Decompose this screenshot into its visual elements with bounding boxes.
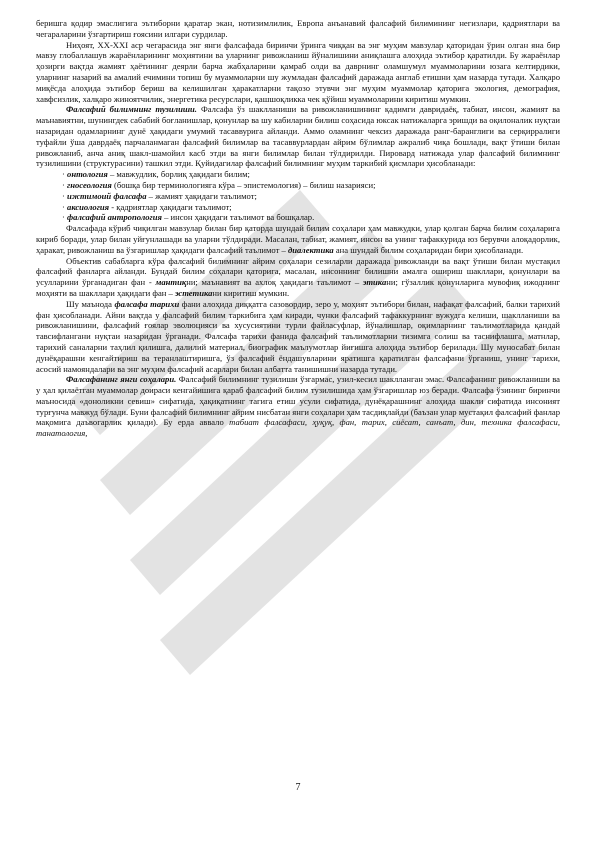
text: Шу маънода [66,298,115,309]
document-body [36,18,560,439]
section-heading-structure: Фалсафий билимнинг тузилиши. [66,104,197,115]
list-text: – жамият ҳақидаги таълимот; [146,190,257,201]
list-item: · гносеология (бошқа бир терминологияга кўра – эпистемология) – билиш назарияси; [62,179,376,190]
list-term: гносеология [67,179,112,190]
text: фани алоҳида диққатга сазовордир, зеро у, моҳият эътибори билан, нафақат фалсафий, балки тарихий фан ҳисобланади. Айни вақтда у фалсафий билим таркибига ҳам киради, чунки фалсафий тафаккурнинг вужудга келиши, шаклланиши ва ривожланишини, фалсафий ғоялар эволюцияси ва хусусиятини турли файласуфлар, йўналишлар, оқимларнинг таълимотларида қандай тавсифлангани нуқтаи назаридан ўрганади. Фалсафа тарихи фанида фалсафий таълимотларни тизимга солиш ва таснифлашга, матнлар, тарихий саналарни таҳлил қилишга, далилий материал, биографик маълумотлар йиғишга алоҳида эътибор берилади. Шу муносабат билан дунёқарашни кенгайтириш ва теранлаштиришга, ўз фалсафий ёндашувларини яратишга қаратилган фалсафани ўрганиш, унинг тарихи, асосий намояндалари ва энг муҳим фалсафий асарлари билан албатта танишишни назарда тутади. [36,298,560,374]
list-text: – мавжудлик, борлиқ ҳақидаги билим; [107,169,250,180]
list-text: (бошқа бир терминологияга кўра – эпистемология) – билиш назарияси; [111,179,376,190]
text: Фалсафий билимнинг тузилиши ўзгармас, узил-кесил шаклланган эмас. Фалсафанинг ривожланиши ва у ҳал қилаётган муаммолар доираси кенгайишига қараб фалсафий билим тузилишида ҳам ўзгаришлар юз беради. Фалсафа ўзининг биринчи маъносида «доноликни севиш» сифатида, ҳақиқатнинг тагига етиш усули сифатида, дунёқарашнинг алоҳида шакли сифатида инсоният турғунча мавжуд бўлади. Буни фалсафий билимнинг айрим нисбатан янги соҳалари ҳам тасдиқлайди (баъзан улар мустақил фалсафий фанлар мақомига даъвогарлик қилади). Бу ерда аввало [36,374,560,428]
text: Фалсафада кўриб чиқилган мавзулар билан бир қаторда шундай билим соҳалари ҳам мавжудки, улар қолган барча билим соҳаларига кириб боради, улар билан уйғунлашади ва уларни тўлдиради. Масалан, табиат, жамият, инсон ва унинг тафаккурида юз берувчи алоқадорлик, ҳаракат, ривожланиш ва ўзгаришлар ҳақидаги фалсафий таълимот – [36,223,560,255]
term-history-of-philosophy: фалсафа тарихи [114,298,180,309]
section-heading-new-fields: Фалсафанинг янги соҳалари. [66,374,177,385]
text: ни; гўзаллик қонунларига мувофиқ ижоднинг моҳияти ва шакллари ҳақидаги фан – [36,277,560,298]
text: ни киритиш мумкин. [212,287,290,298]
list-item: · ижтимоий фалсафа – жамият ҳақидаги таълимот; [62,190,257,201]
list-term: ижтимоий фалсафа [67,190,147,201]
italic-fields: табиат фалсафаси, ҳуқуқ, фан, тарих, сиёсат, санъат, дин, техника фалсафаси, танатология, [36,417,560,439]
paragraph-6 [36,299,560,375]
term-aesthetics: эстетика [174,287,213,298]
components-list [36,169,560,223]
paragraph-3 [36,104,560,169]
list-term: фалсафий антропология [67,212,162,223]
list-item: · онтология – мавжудлик, борлиқ ҳақидаги билим; [62,169,250,180]
text: ана шундай билим соҳаларидан бири ҳисобланади. [333,244,524,255]
text: ни; маънавият ва ахлоқ ҳақидаги таълимот – [186,277,363,288]
paragraph-5 [36,256,560,299]
paragraph-3-text: Фалсафа ўз шаклланиши ва ривожланишининг қадимги давридаёқ, табиат, инсон, жамият ва маънавиятни, шунингдек сабабий боғланишлар, қонунлар ва шу кабиларни билиш соҳасида юксак натижаларга эришди ва оқилоналик нуқтаи назаридан одамларнинг дунё ҳақидаги умумий тасаввурига айланди. Аммо оламнинг чексиз даражада ранг-баранглиги ва серқирралиги туфайли ўша даврдаёқ парчаланмаган фалсафий билимлар ва тасаввурлардан айрим бўлимлар ажралиб чиқа бошлади, вақт ўтиши билан ривожланиб, анча аниқ шакл-шамойил касб этди ва янги билимлар билан тўлдирилди. Пировард натижада улар фалсафий билимнинг тузилишини (структурасини) ташкил этди. Қуйидагилар фалсафий билимнинг муҳим таркибий қисмлари ҳисобланади: [36,104,560,169]
paragraph-1: беришга қодир эмаслигига эътиборни қаратар экан, нотизимлилик, Европа анъанавий фалсафий билимининг негизлари, қадриятлари ва чегараларини ўзгартириш ғоясини илгари сурдилар. [36,18,560,39]
term-dialectics: диалектика [287,244,334,255]
list-text: – инсон ҳақидаги таълимот ва бошқалар. [161,212,315,223]
paragraph-7 [36,374,560,439]
paragraph-4 [36,223,560,255]
page-number: 7 [295,782,301,793]
list-item: · аксиология - қадриятлар ҳақидаги таълимот; [62,201,232,212]
list-term: аксиология [67,201,110,212]
term-logic: мантиқ [155,277,187,288]
paragraph-2: Ниҳоят, XX-XXI аср чегарасида энг янги фалсафада биринчи ўринга чиққан ва энг муҳим мавзулар қаторидан ўрин олган яна бир мавзу глобаллашув жараёнларининг моҳиятини ва уларнинг ривожланиш йўналишини аниқлашга алоҳида эътибор қаратилди. Бу жараёнлар ҳозирги вақтда жамият ҳаётининг деярли барча жабҳаларини қамраб олди ва даврнинг оламшумул муаммоларини юзага келтирдики, уларнинг назарий ва амалий ечимини топиш бу муаммоларни шу жумладан фалсафий даражада англаб етишни ҳам назарда тутади. Халқаро миқёсда алоҳида эътибор бериш ва келишилган ҳаракатларни тақозо этувчи энг муҳим муаммолар қаторига экология, демография, хавфсизлик, халқаро жиноятчилик, энергетика ресурслари, қашшоқликка чек қўйиш муаммоларини киритиш мумкин. [36,39,560,104]
list-text: - қадриятлар ҳақидаги таълимот; [109,201,232,212]
text: Объектив сабабларга кўра фалсафий билимнинг айрим соҳалари сезиларли даражада ривожланди ва вақт ўтиши билан мустақил фалсафий фанларга айланди. Бундай билим соҳалари қаторига, масалан, инсоннинг билишни амалга ошириш шакллари, қонунлари ва усулларини ўрганадиган фан - [36,255,560,288]
term-ethics: этика [362,277,387,288]
list-term: онтология [67,169,108,180]
list-item: · фалсафий антропология – инсон ҳақидаги таълимот ва бошқалар. [62,212,315,223]
